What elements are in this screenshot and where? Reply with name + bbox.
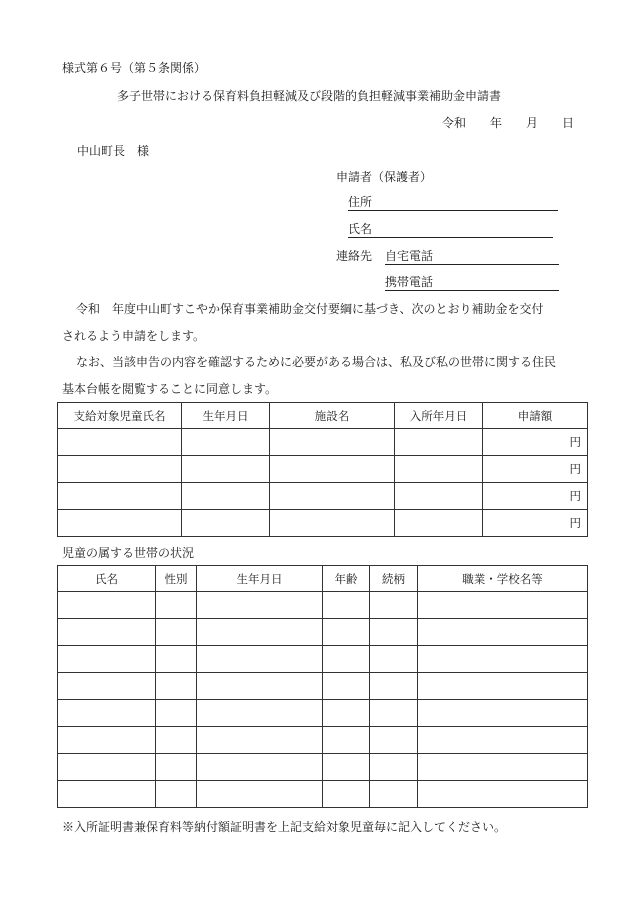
cell[interactable]	[370, 727, 418, 754]
cell[interactable]	[323, 700, 370, 727]
header-amount: 申請額	[483, 403, 588, 429]
cell[interactable]	[370, 781, 418, 808]
cell[interactable]	[418, 781, 588, 808]
paragraph2-line1: なお、当該申告の内容を確認するために必要がある場合は、私及び私の世帯に関する住民	[76, 355, 557, 369]
cell[interactable]	[323, 646, 370, 673]
cell[interactable]	[197, 781, 323, 808]
cell[interactable]	[58, 429, 182, 456]
form-title: 多子世帯における保育料負担軽減及び段階的負担軽減事業補助金申請書	[117, 89, 502, 103]
cell[interactable]	[58, 456, 182, 483]
cell[interactable]	[58, 592, 156, 619]
cell[interactable]	[270, 483, 395, 510]
name-label: 氏名	[348, 220, 553, 238]
paragraph1-line2: されるよう申請をします。	[62, 329, 206, 343]
cell[interactable]	[197, 727, 323, 754]
cell[interactable]	[270, 456, 395, 483]
cell[interactable]	[182, 510, 270, 537]
cell[interactable]	[323, 592, 370, 619]
cell[interactable]	[370, 646, 418, 673]
cell[interactable]	[58, 700, 156, 727]
cell[interactable]	[418, 673, 588, 700]
header-relationship: 続柄	[370, 566, 418, 592]
cell[interactable]	[156, 754, 197, 781]
form-number: 様式第６号（第５条関係）	[62, 61, 207, 75]
amount-cell[interactable]: 円	[483, 429, 588, 456]
cell[interactable]	[395, 483, 483, 510]
cell[interactable]	[58, 510, 182, 537]
cell[interactable]	[270, 429, 395, 456]
cell[interactable]	[197, 673, 323, 700]
table-row	[58, 429, 588, 456]
cell[interactable]	[182, 483, 270, 510]
cell[interactable]	[418, 619, 588, 646]
cell[interactable]	[270, 510, 395, 537]
table-row	[58, 646, 588, 673]
header-birthdate: 生年月日	[197, 566, 323, 592]
mobile-phone-label: 携帯電話	[385, 273, 559, 291]
cell[interactable]	[197, 646, 323, 673]
paragraph2-line2: 基本台帳を閲覧することに同意します。	[62, 382, 278, 396]
addressee: 中山町長 様	[77, 144, 150, 158]
cell[interactable]	[182, 456, 270, 483]
cell[interactable]	[58, 646, 156, 673]
header-age: 年齢	[323, 566, 370, 592]
cell[interactable]	[197, 592, 323, 619]
table-row	[58, 456, 588, 483]
cell[interactable]	[370, 619, 418, 646]
cell[interactable]	[418, 646, 588, 673]
table-row	[58, 483, 588, 510]
footnote: ※入所証明書兼保育料等納付額証明書を上記支給対象児童毎に記入してください。	[62, 820, 507, 834]
date-label: 令和 年 月 日	[442, 116, 575, 130]
cell[interactable]	[418, 754, 588, 781]
home-phone-label: 自宅電話	[385, 247, 559, 265]
contact-label: 連絡先	[336, 249, 373, 263]
cell[interactable]	[156, 673, 197, 700]
address-field[interactable]	[348, 193, 558, 211]
cell[interactable]	[156, 592, 197, 619]
application-table	[57, 402, 588, 537]
table-row	[58, 754, 588, 781]
table-row	[58, 673, 588, 700]
amount-cell[interactable]: 円	[483, 510, 588, 537]
cell[interactable]	[58, 727, 156, 754]
paragraph1-line1: 令和 年度中山町すこやか保育事業補助金交付要綱に基づき、次のとおり補助金を交付	[76, 302, 544, 316]
cell[interactable]	[182, 429, 270, 456]
cell[interactable]	[58, 619, 156, 646]
cell[interactable]	[58, 483, 182, 510]
cell[interactable]	[197, 619, 323, 646]
cell[interactable]	[395, 510, 483, 537]
header-occupation: 職業・学校名等	[418, 566, 588, 592]
cell[interactable]	[418, 592, 588, 619]
header-birthdate: 生年月日	[182, 403, 270, 429]
household-table	[57, 565, 588, 808]
header-sex: 性別	[156, 566, 197, 592]
cell[interactable]	[58, 754, 156, 781]
cell[interactable]	[58, 781, 156, 808]
table-row	[58, 700, 588, 727]
cell[interactable]	[323, 754, 370, 781]
header-facility: 施設名	[270, 403, 395, 429]
header-admission-date: 入所年月日	[395, 403, 483, 429]
cell[interactable]	[418, 700, 588, 727]
table-row	[58, 619, 588, 646]
cell[interactable]	[156, 727, 197, 754]
cell[interactable]	[156, 646, 197, 673]
header-child-name: 支給対象児童氏名	[58, 403, 182, 429]
name-field[interactable]	[348, 220, 553, 238]
cell[interactable]	[323, 619, 370, 646]
cell[interactable]	[156, 619, 197, 646]
cell[interactable]	[370, 673, 418, 700]
cell[interactable]	[370, 700, 418, 727]
cell[interactable]	[323, 781, 370, 808]
amount-cell[interactable]: 円	[483, 456, 588, 483]
header-name: 氏名	[58, 566, 156, 592]
cell[interactable]	[370, 592, 418, 619]
table-row	[58, 510, 588, 537]
applicant-heading: 申請者（保護者）	[336, 170, 433, 184]
cell[interactable]	[418, 727, 588, 754]
cell[interactable]	[156, 700, 197, 727]
home-phone-field[interactable]	[385, 247, 559, 265]
cell[interactable]	[58, 673, 156, 700]
household-caption: 児童の属する世帯の状況	[62, 546, 195, 560]
cell[interactable]	[395, 429, 483, 456]
cell[interactable]	[370, 754, 418, 781]
amount-cell[interactable]: 円	[483, 483, 588, 510]
cell[interactable]	[323, 727, 370, 754]
cell[interactable]	[323, 673, 370, 700]
table-row	[58, 727, 588, 754]
table-row	[58, 781, 588, 808]
cell[interactable]	[395, 456, 483, 483]
mobile-phone-field[interactable]	[385, 273, 559, 291]
cell[interactable]	[156, 781, 197, 808]
cell[interactable]	[197, 754, 323, 781]
cell[interactable]	[197, 700, 323, 727]
table-row	[58, 592, 588, 619]
address-label: 住所	[348, 193, 558, 211]
